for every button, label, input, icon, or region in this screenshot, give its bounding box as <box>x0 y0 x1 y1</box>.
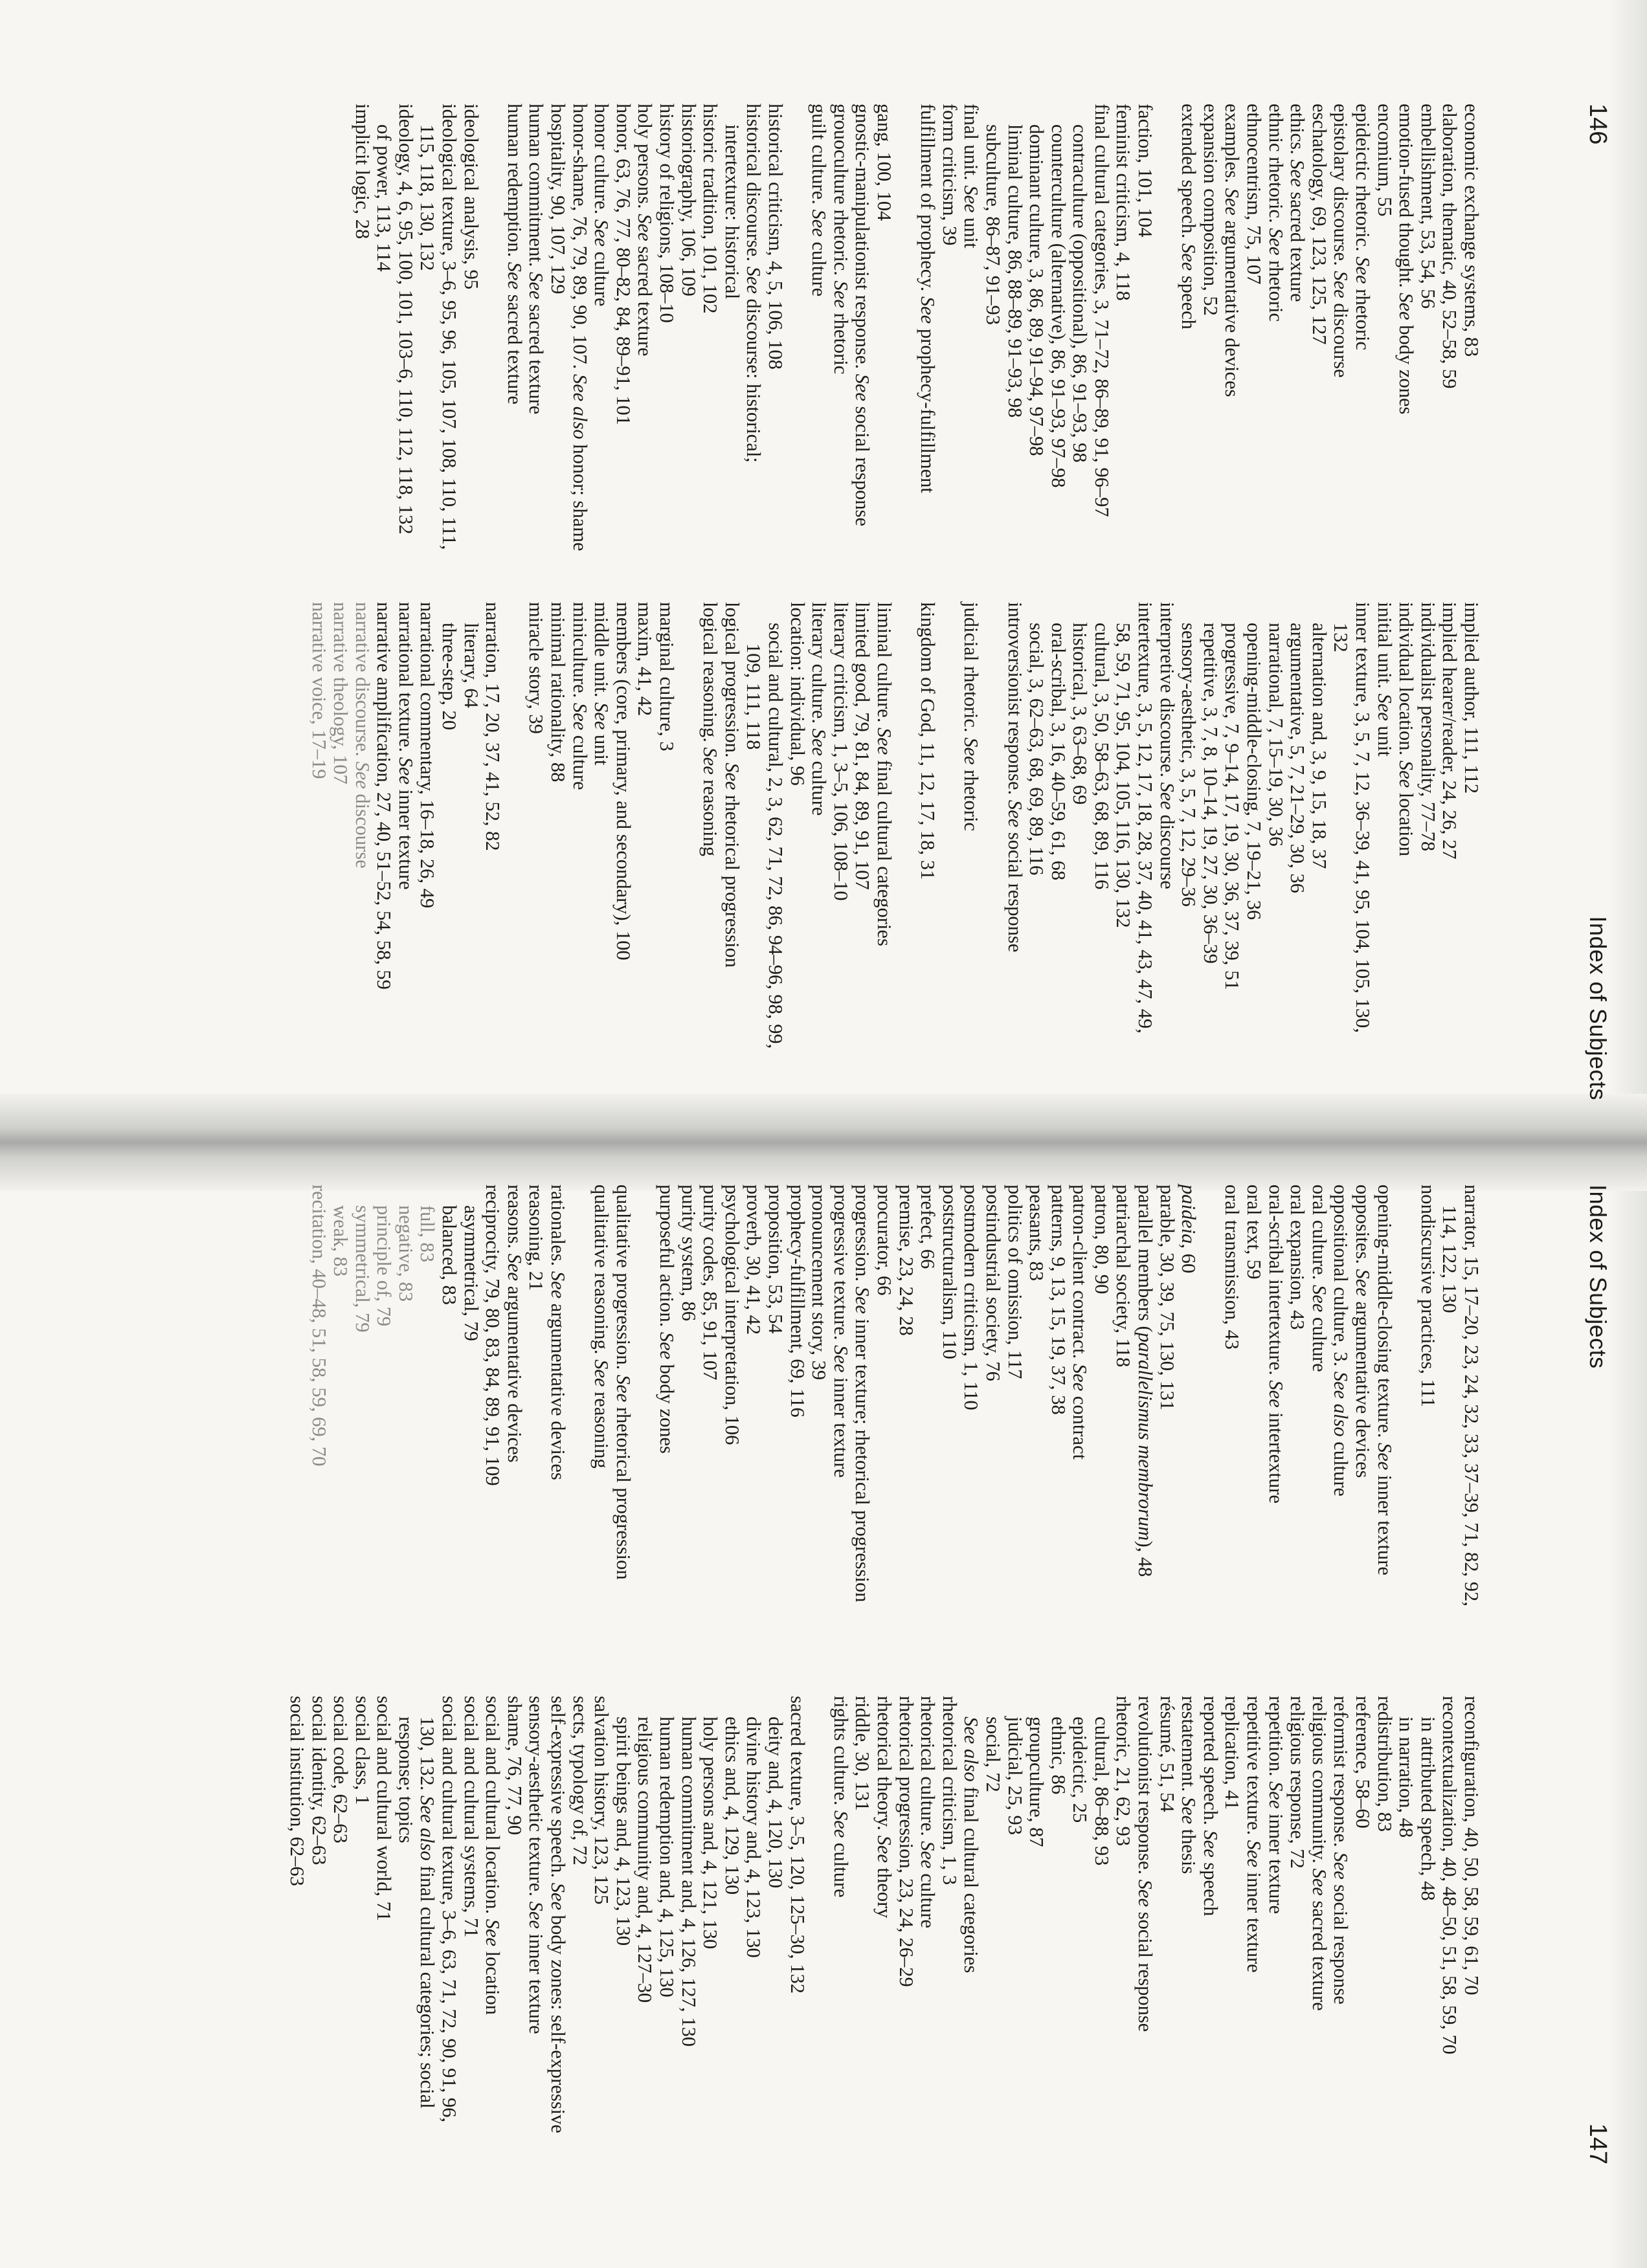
index-entry: postmodern criticism, 1, 110 <box>960 1184 983 1410</box>
index-entry: patterns, 9, 13, 15, 19, 37, 38 <box>1047 1184 1070 1415</box>
letter-group-gap <box>981 602 1003 1055</box>
index-entry: introversionist response. See social response <box>1003 602 1026 953</box>
letter-group-gap <box>895 602 917 1055</box>
index-entry: sects, typology of, 72 <box>568 1696 591 1865</box>
index-subentry: weak, 83 <box>330 1205 352 1277</box>
index-subentry: human commitment and, 4, 126, 127, 130 <box>677 1717 700 2047</box>
index-entry: social identity, 62–63 <box>308 1696 330 1865</box>
index-subentry: holy persons and, 4, 121, 130 <box>699 1717 722 1950</box>
index-subentry: asymmetrical, 79 <box>460 1205 482 1342</box>
index-entry: narrative theology, 107 <box>330 602 352 784</box>
index-entry: individualist personality, 77–78 <box>1417 602 1439 852</box>
index-subentry: historical, 3, 63–68, 69 <box>1069 623 1092 805</box>
index-entry: final cultural categories, 3, 71–72, 86–89, 91, 96–97 <box>1090 104 1113 517</box>
index-subentry: cultural, 3, 50, 58–63, 68, 89, 116 <box>1090 623 1113 890</box>
index-entry: narrational commentary, 16–18, 26, 49 <box>416 602 439 909</box>
index-entry: riddle, 30, 131 <box>851 1696 874 1811</box>
index-entry: proverb, 30, 41, 42 <box>743 1184 765 1335</box>
index-entry: qualitative progression. See rhetorical progression <box>612 1184 634 1580</box>
letter-group-gap <box>482 104 504 557</box>
running-head: Index of Subjects <box>1585 916 1611 1100</box>
index-entry: historiography, 106, 109 <box>677 104 700 296</box>
index-entry: miniculture. See culture <box>568 602 591 790</box>
index-subentry: sensory-aesthetic, 3, 5, 7, 12, 29–36 <box>1178 623 1200 907</box>
index-entry: gang, 100, 104 <box>873 104 895 221</box>
index-entry: qualitative reasoning. See reasoning <box>590 1184 613 1469</box>
index-entry: encomium, 55 <box>1373 104 1396 217</box>
index-entry: politics of omission, 117 <box>1003 1184 1026 1379</box>
index-entry: inner texture, 3, 5, 7, 12, 36–39, 41, 95, 104, 105, 130, 132 <box>1330 602 1374 1033</box>
index-entry: patron-client contract. See contract <box>1069 1184 1092 1460</box>
index-entry: guilt culture. See culture <box>808 104 831 297</box>
index-entry: restatement. See thesis <box>1178 1696 1200 1874</box>
index-entry: ideological analysis, 95 <box>460 104 482 290</box>
index-entry: proposition, 53, 54 <box>765 1184 787 1334</box>
index-entry: location: individual, 96 <box>786 602 809 786</box>
index-subentry: dominant culture, 3, 86, 89, 91–94, 97–98 <box>1025 124 1048 456</box>
index-entry: reported speech. See speech <box>1199 1696 1222 1917</box>
index-entry: paideia, 60 <box>1178 1184 1200 1274</box>
index-subentry: social, 72 <box>981 1717 1004 1792</box>
index-subentry: ethics and, 4, 129, 130 <box>721 1717 743 1895</box>
index-entry: literary culture. See culture <box>808 602 831 816</box>
index-subentry: ethnic, 86 <box>1047 1717 1070 1795</box>
index-entry: purity codes, 85, 91, 107 <box>699 1184 722 1381</box>
index-entry: rhetoric, 21, 62, 93 <box>1112 1696 1135 1847</box>
index-entry: sacred texture, 3–5, 120, 125–30, 132 <box>786 1696 809 1994</box>
index-entry: historic tradition, 101, 102 <box>699 104 722 314</box>
index-entry: religious response, 72 <box>1286 1696 1309 1869</box>
index-entry: social and cultural location. See location <box>482 1696 504 2015</box>
letter-group-gap <box>895 104 917 557</box>
index-entry: oral transmission, 43 <box>1221 1184 1244 1350</box>
index-entry: social institution, 62–63 <box>286 1696 308 1886</box>
index-entry: members (core, primary, and secondary), 100 <box>612 602 634 961</box>
index-entry: ethnic rhetoric. See rhetoric <box>1264 104 1287 322</box>
index-entry: rhetorical criticism, 1, 3 <box>938 1696 961 1885</box>
index-entry: implicit logic, 28 <box>351 104 374 239</box>
index-subentry: full, 83 <box>416 1205 439 1263</box>
index-entry: ethnocentrism, 75, 107 <box>1243 104 1266 285</box>
index-entry: premise, 23, 24, 28 <box>895 1184 917 1336</box>
index-subentry: judicial, 25, 93 <box>1003 1717 1026 1835</box>
index-entry: narrative amplification, 27, 40, 51–52, 54, 58, 59 <box>373 602 396 990</box>
index-subentry: opening-middle-closing, 7, 19–21, 36 <box>1243 623 1266 920</box>
index-entry: prefect, 66 <box>917 1184 939 1269</box>
index-entry: implied author, 111, 112 <box>1461 602 1483 794</box>
index-entry: repetition. See inner texture <box>1264 1696 1287 1915</box>
letter-group-gap <box>1395 1184 1417 1638</box>
index-entry: religious community. See sacred texture <box>1308 1696 1330 2011</box>
index-subentry: counterculture (alternative), 86, 91–93, 97–98 <box>1047 124 1070 488</box>
index-entry: procurator, 66 <box>873 1184 895 1296</box>
index-entry: examples. See argumentative devices <box>1221 104 1244 397</box>
index-entry: embellishment, 53, 54, 56 <box>1417 104 1439 309</box>
index-entry: oral text, 59 <box>1243 1184 1266 1280</box>
index-entry: oral culture. See culture <box>1308 1184 1330 1372</box>
index-entry: elaboration, thematic, 40, 52–58, 59 <box>1439 104 1461 389</box>
index-entry: ethics. See sacred texture <box>1286 104 1309 302</box>
index-entry: narrator, 15, 17–20, 23, 24, 32, 33, 37–39, 71, 82, 92, 114, 122, 130 <box>1439 1184 1483 1606</box>
index-column-right-2 <box>286 1696 1482 2149</box>
index-entry: honor-shame, 76, 79, 89, 90, 107. See also honor; shame <box>568 104 591 551</box>
index-entry: rationales. See argumentative devices <box>547 1184 570 1480</box>
page-number: 147 <box>1584 2123 1611 2164</box>
running-head: Index of Subjects <box>1585 1184 1611 1369</box>
index-subentry: divine history and, 4, 123, 130 <box>743 1717 765 1958</box>
index-entry: opening-middle-closing texture. See inner texture <box>1373 1184 1396 1575</box>
index-entry: oppositional culture, 3. See also culture <box>1330 1184 1352 1496</box>
index-subentry: human redemption and, 4, 125, 130 <box>656 1717 678 1997</box>
index-entry: redistribution, 83 <box>1373 1696 1396 1832</box>
index-subentry: oral-scribal, 3, 16, 40–59, 61, 68 <box>1047 623 1070 881</box>
book-gutter <box>0 1094 1647 1191</box>
index-entry: holy persons. See sacred texture <box>634 104 656 357</box>
index-entry: grouoculture rhetoric. See rhetoric <box>829 104 852 375</box>
index-subentry: contraculture (oppositional), 86, 91–93, 98 <box>1069 124 1092 463</box>
index-subentry: liminal culture, 86, 88–89, 91–93, 98 <box>1003 124 1026 418</box>
index-entry: intertexture, 3, 5, 12, 17, 18, 28, 37, 40, 41, 43, 47, 49, 58, 59, 71, 95, 104, 105, 116, 130, 132 <box>1112 602 1157 1034</box>
index-entry: narration, 17, 20, 37, 41, 52, 82 <box>482 602 504 851</box>
index-subentry: balanced, 83 <box>438 1205 461 1306</box>
index-subentry: symmetrical, 79 <box>351 1205 374 1333</box>
index-entry: hospitality, 90, 107, 129 <box>547 104 570 295</box>
index-entry: reference, 58–60 <box>1352 1696 1374 1829</box>
letter-group-gap <box>503 602 525 1055</box>
index-entry: economic exchange systems, 83 <box>1461 104 1483 357</box>
index-entry: emotion-fused thought. See body zones <box>1395 104 1418 415</box>
index-entry: judicial rhetoric. See rhetoric <box>960 602 983 831</box>
index-entry: marginal culture, 3 <box>656 602 678 751</box>
letter-group-gap <box>634 1184 656 1638</box>
index-subentry: of power, 113, 114 <box>373 124 396 272</box>
index-entry: feminist criticism, 4, 118 <box>1112 104 1135 301</box>
index-entry: reasons. See argumentative devices <box>503 1184 526 1463</box>
index-subentry: alternation and, 3, 9, 15, 18, 37 <box>1308 623 1330 869</box>
index-subentry: principle of, 79 <box>373 1205 396 1327</box>
index-entry: miracle story, 39 <box>525 602 548 734</box>
index-subentry: subculture, 86–87, 91–93 <box>981 124 1004 326</box>
index-entry: social and cultural world, 71 <box>373 1696 396 1922</box>
letter-group-gap <box>568 1184 590 1638</box>
index-entry: prophecy-fulfillment, 69, 116 <box>786 1184 809 1418</box>
index-entry: ideology, 4, 6, 95, 100, 101, 103–6, 110, 112, 118, 132 <box>394 104 417 535</box>
index-entry: social code, 62–63 <box>330 1696 352 1843</box>
index-entry: honor, 63, 76, 77, 80–82, 84, 89–91, 101 <box>612 104 634 425</box>
index-entry: postindustrial society, 76 <box>981 1184 1004 1381</box>
index-entry: narrative voice, 17–19 <box>308 602 330 779</box>
index-subentry: negative, 83 <box>394 1205 417 1302</box>
index-entry: epideictic rhetoric. See rhetoric <box>1352 104 1374 351</box>
index-entry: shame, 76, 77, 90 <box>503 1696 526 1836</box>
index-entry: progression. See inner texture; rhetorical progression <box>851 1184 874 1603</box>
index-entry: logical progression. See rhetorical progression <box>721 602 743 968</box>
index-entry: form criticism, 39 <box>938 104 961 246</box>
index-subentry: repetitive, 3, 7, 8, 10–14, 19, 27, 30, 36–39 <box>1199 623 1222 964</box>
index-entry: interpretive discourse. See discourse <box>1156 602 1178 889</box>
letter-group-gap <box>677 602 699 1055</box>
index-subentry: epideictic, 25 <box>1069 1717 1092 1823</box>
index-entry: implied hearer/reader, 24, 26, 27 <box>1439 602 1461 860</box>
index-entry: purposeful action. See body zones <box>656 1184 678 1454</box>
index-entry: middle unit. See unit <box>590 602 613 766</box>
index-entry: salvation history, 123, 125 <box>590 1696 613 1905</box>
left-page <box>0 0 1647 1100</box>
page-number: 146 <box>1584 104 1611 145</box>
index-entry: purity system, 86 <box>677 1184 700 1321</box>
index-subentry: narrational, 7, 15–19, 30, 36 <box>1264 623 1287 847</box>
right-page <box>0 1184 1647 2268</box>
index-entry: kingdom of God, 11, 12, 17, 18, 31 <box>917 602 939 880</box>
index-entry: faction, 101, 104 <box>1134 104 1157 238</box>
index-subentry: groupculture, 87 <box>1025 1717 1048 1847</box>
index-entry: parallel members (parallelismus membrorum), 48 <box>1134 1184 1157 1577</box>
index-entry: social class, 1 <box>351 1696 374 1805</box>
index-subentry: spirit beings and, 4, 123, 130 <box>612 1717 634 1946</box>
index-entry: logical reasoning. See reasoning <box>699 602 722 856</box>
index-column-right-1 <box>308 1184 1482 1638</box>
index-entry: epistolary discourse. See discourse <box>1330 104 1352 378</box>
index-entry: literary criticism, 1, 3–5, 106, 108–10 <box>829 602 852 901</box>
index-entry: ideological texture, 3–6, 95, 96, 105, 107, 108, 110, 111, 115, 118, 130, 132 <box>416 104 461 550</box>
index-entry: recontextualization, 40, 48–50, 51, 58, 59, 70 <box>1439 1696 1461 2054</box>
index-entry: human redemption. See sacred texture <box>503 104 526 405</box>
index-entry: résumé, 51, 54 <box>1156 1696 1178 1812</box>
index-entry: revolutionist response. See social response <box>1134 1696 1157 2032</box>
index-entry: rhetorical progression, 23, 24, 26–29 <box>895 1696 917 1987</box>
index-entry: poststructuralism, 110 <box>938 1184 961 1359</box>
letter-group-gap <box>808 1696 830 2149</box>
index-entry: opposites. See argumentative devices <box>1352 1184 1374 1478</box>
index-entry: limited good, 79, 81, 84, 89, 91, 107 <box>851 602 874 890</box>
index-column-left-2 <box>308 602 1482 1055</box>
index-entry: history of religions, 108–10 <box>656 104 678 323</box>
index-entry: social and cultural texture, 3–6, 63, 71, 72, 90, 91, 96, 130, 132. See also final cultural categories; social response; topics <box>394 1696 461 2123</box>
index-entry: final unit. See unit <box>960 104 983 249</box>
index-entry: gnostic-manipulationist response. See social response <box>851 104 874 527</box>
index-entry: psychological interpretation, 106 <box>721 1184 743 1445</box>
letter-group-gap <box>786 104 808 557</box>
index-entry: recitation, 40–48, 51, 58, 59, 69, 70 <box>308 1184 330 1467</box>
index-entry: reasoning, 21 <box>525 1184 548 1291</box>
index-subentry: three-step, 20 <box>438 623 461 730</box>
index-entry: parable, 30, 39, 75, 130, 131 <box>1156 1184 1178 1410</box>
index-subentry: religious community and, 4, 127–30 <box>634 1717 656 2003</box>
index-entry: expansion composition, 52 <box>1199 104 1222 316</box>
index-subentry: social, 3, 62–63, 68, 69, 89, 116 <box>1025 623 1048 876</box>
index-column-left-1 <box>351 104 1482 557</box>
index-entry: rhetorical culture. See culture <box>917 1696 939 1929</box>
index-entry: nondiscursive practices, 111 <box>1417 1184 1439 1408</box>
index-entry: narrational texture. See inner texture <box>394 602 417 890</box>
index-entry: progressive texture. See inner texture <box>829 1184 852 1478</box>
index-subentry: literary, 64 <box>460 623 482 708</box>
letter-group-gap <box>1156 104 1178 557</box>
index-entry: narrative discourse. See discourse <box>351 602 374 869</box>
index-entry: social and cultural systems, 71 <box>460 1696 482 1938</box>
index-entry: eschatology, 69, 123, 125, 127 <box>1308 104 1330 345</box>
index-entry: peasants, 83 <box>1025 1184 1048 1282</box>
index-entry: individual location. See location <box>1395 602 1418 857</box>
index-entry: initial unit. See unit <box>1373 602 1396 757</box>
index-entry: reformist response. See social response <box>1330 1696 1352 2005</box>
index-entry: oral-scribal intertexture. See intertexture <box>1264 1184 1287 1504</box>
index-entry: rights culture. See culture <box>829 1696 852 1898</box>
index-subentry: in narration, 48 <box>1395 1717 1418 1838</box>
letter-group-gap <box>938 602 960 1055</box>
index-entry: repetitive texture. See inner texture <box>1243 1696 1266 1973</box>
index-subentry: progressive, 7, 9–14, 17, 19, 30, 36, 37, 39, 51 <box>1221 623 1244 990</box>
index-entry: historical criticism, 4, 5, 106, 108 <box>765 104 787 370</box>
index-subentry: argumentative, 5, 7, 21–29, 30, 36 <box>1286 623 1309 893</box>
index-entry: self-expressive speech. See body zones: self-expressive <box>547 1696 570 2133</box>
index-entry: honor culture. See culture <box>590 104 613 307</box>
index-entry: fulfillment of prophecy. See prophecy-fulfillment <box>917 104 939 493</box>
index-entry: replication, 41 <box>1221 1696 1244 1810</box>
index-entry: sensory-aesthetic texture. See inner texture <box>525 1696 548 2034</box>
index-subentry: social and cultural, 2, 3, 62, 71, 72, 86, 94–96, 98, 99, 109, 111, 118 <box>743 623 787 1049</box>
index-entry: patriarchal society, 118 <box>1112 1184 1135 1368</box>
index-entry: oral expansion, 43 <box>1286 1184 1309 1330</box>
index-entry: reciprocity, 79, 80, 83, 84, 89, 91, 109 <box>482 1184 504 1486</box>
letter-group-gap <box>1199 1184 1221 1638</box>
index-entry: liminal culture. See final cultural categories <box>873 602 895 946</box>
index-subentry: deity and, 4, 120, 130 <box>765 1717 787 1889</box>
index-entry: reconfiguration, 40, 50, 58, 59, 61, 70 <box>1461 1696 1483 1996</box>
index-entry: patron, 80, 90 <box>1090 1184 1113 1295</box>
index-entry: extended speech. See speech <box>1178 104 1200 329</box>
index-subentry: See also final cultural categories <box>960 1717 983 1973</box>
index-entry: maxim, 41, 42 <box>634 602 656 717</box>
index-entry: historical discourse. See discourse: historical; intertexture: historical <box>721 104 765 463</box>
index-entry: pronouncement story, 39 <box>808 1184 831 1381</box>
index-subentry: in attributed speech, 48 <box>1417 1717 1439 1901</box>
index-entry: human commitment. See sacred texture <box>525 104 548 415</box>
index-entry: rhetorical theory. See theory <box>873 1696 895 1918</box>
index-entry: minimal rationality, 88 <box>547 602 570 783</box>
index-subentry: cultural, 86–88, 93 <box>1090 1717 1113 1866</box>
